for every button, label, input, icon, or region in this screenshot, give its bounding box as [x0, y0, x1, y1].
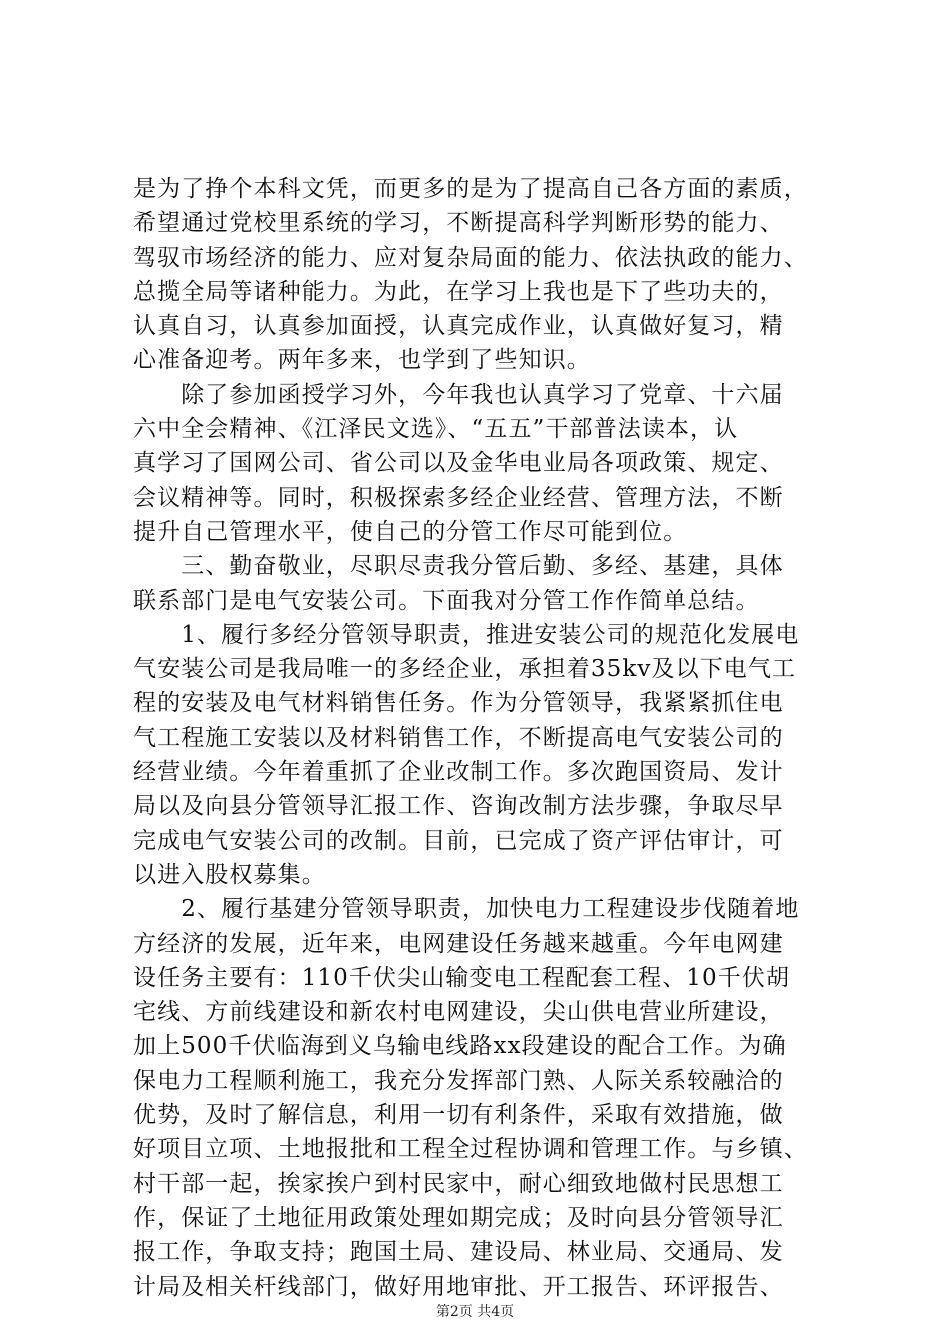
text-line: 是为了挣个本科文凭，而更多的是为了提高自己各方面的素质，	[133, 176, 808, 202]
text-line: 加上500千伏临海到义乌输电线路xx段建设的配合工作。为确	[133, 1033, 787, 1060]
text-line: 局以及向县分管领导汇报工作、咨询改制方法步骤，争取尽早	[133, 793, 784, 820]
text-line: 优势，及时了解信息，利用一切有利条件，采取有效措施，做	[133, 1102, 784, 1129]
text-line: 作，保证了土地征用政策处理如期完成；及时向县分管领导汇	[133, 1204, 784, 1231]
text-line: 村干部一起，挨家挨户到村民家中，耐心细致地做村民思想工	[133, 1170, 784, 1197]
text-line: 心准备迎考。两年多来，也学到了些知识。	[133, 347, 591, 374]
text-line: 保电力工程顺利施工，我充分发挥部门熟、人际关系较融洽的	[133, 1067, 784, 1094]
text-line: 2、履行基建分管领导职责，加快电力工程建设步伐随着地	[133, 896, 800, 923]
text-line: 1、履行多经分管领导职责，推进安装公司的规范化发展电	[133, 621, 800, 648]
text-line: 真学习了国网公司、省公司以及金华电业局各项政策、规定、	[133, 450, 784, 477]
text-line: 驾驭市场经济的能力、应对复杂局面的能力、依法执政的能力、	[133, 244, 808, 271]
page-number-footer: 第2页 共4页	[435, 1304, 515, 1320]
text-line: 完成电气安装公司的改制。目前，已完成了资产评估审计，可	[133, 827, 784, 854]
text-line: 会议精神等。同时，积极探索多经企业经营、管理方法，不断	[133, 484, 784, 511]
text-line: 提升自己管理水平，使自己的分管工作尽可能到位。	[133, 518, 688, 545]
text-line: 三、勤奋敬业，尽职尽责我分管后勤、多经、基建，具体	[133, 553, 784, 580]
text-line: 六中全会精神、《江泽民文选》、“五五”干部普法读本，认	[133, 416, 739, 443]
text-line: 希望通过党校里系统的学习，不断提高科学判断形势的能力、	[133, 210, 784, 237]
text-line: 气工程施工安装以及材料销售工作，不断提高电气安装公司的	[133, 724, 784, 751]
text-line: 气安装公司是我局唯一的多经企业，承担着35kv及以下电气工	[133, 656, 797, 683]
text-line: 认真自习，认真参加面授，认真完成作业，认真做好复习，精	[133, 313, 784, 340]
text-line: 经营业绩。今年着重抓了企业改制工作。多次跑国资局、发计	[133, 759, 784, 786]
text-line: 联系部门是电气安装公司。下面我对分管工作作简单总结。	[133, 587, 760, 614]
text-line: 设任务主要有：110千伏尖山输变电工程配套工程、10千伏胡	[133, 964, 791, 991]
text-line: 程的安装及电气材料销售任务。作为分管领导，我紧紧抓住电	[133, 690, 784, 717]
text-line: 计局及相关杆线部门，做好用地审批、开工报告、环评报告、	[133, 1273, 784, 1300]
text-line: 好项目立项、土地报批和工程全过程协调和管理工作。与乡镇、	[133, 1136, 808, 1163]
text-line: 除了参加函授学习外，今年我也认真学习了党章、十六届	[133, 381, 784, 408]
text-line: 报工作，争取支持；跑国土局、建设局、林业局、交通局、发	[133, 1239, 784, 1266]
text-line: 总揽全局等诸种能力。为此，在学习上我也是下了些功夫的，	[133, 278, 784, 305]
text-line: 方经济的发展，近年来，电网建设任务越来越重。今年电网建	[133, 930, 784, 957]
text-line: 以进入股权募集。	[133, 861, 326, 888]
text-line: 宅线、方前线建设和新农村电网建设，尖山供电营业所建设，	[133, 999, 784, 1026]
document-body	[133, 172, 833, 1304]
